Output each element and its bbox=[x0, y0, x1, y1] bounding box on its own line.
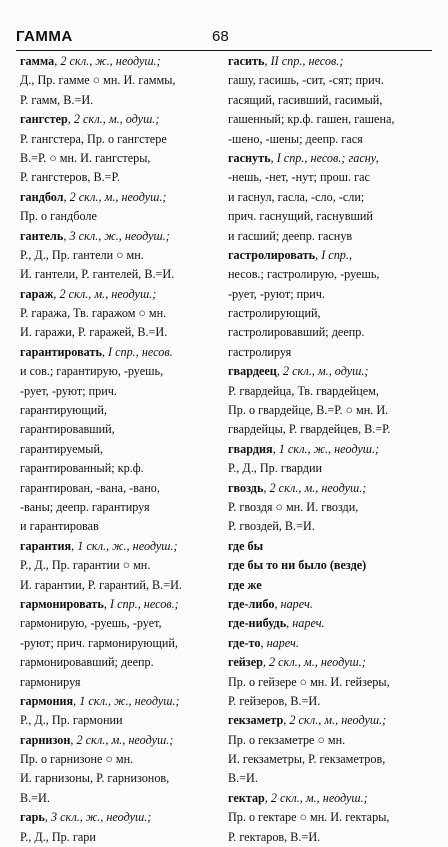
entry-line: гаснуть, I спр., несов.; гасну, bbox=[228, 150, 379, 165]
entry-line: -руют; прич. гармонирующий, bbox=[20, 635, 178, 650]
entry-line: Р. гвоздя ○ мн. И. гвозди, bbox=[228, 499, 359, 514]
entry-line: гектар, 2 скл., м., неодуш.; bbox=[228, 790, 368, 805]
entry-line: гашу, гасишь, -сит, -сят; прич. bbox=[228, 73, 384, 88]
entry-line: Пр. о гандболе bbox=[20, 209, 97, 224]
entry-line: где-либо, нареч. bbox=[228, 596, 313, 611]
entry-line: Д., Пр. гамме ○ мн. И. гаммы, bbox=[20, 73, 176, 88]
entry-line: Р. гангстеров, В.=Р. bbox=[20, 170, 120, 185]
entry-line: гарь, 3 скл., ж., неодуш.; bbox=[20, 810, 152, 825]
entry-line: -нешь, -нет, -нут; прош. гас bbox=[228, 170, 370, 185]
entry-line: гашенный; кр.ф. гашен, гашена, bbox=[228, 112, 395, 127]
entry-line: Р. гвоздей, В.=И. bbox=[228, 519, 315, 534]
entry-line: гарантирующий, bbox=[20, 403, 107, 418]
entry-line: В.=Р. ○ мн. И. гангстеры, bbox=[20, 150, 151, 165]
entry-line: Р. гаража, Тв. гаражом ○ мн. bbox=[20, 306, 167, 321]
entry-line: И. гарантии, Р. гарантий, В.=И. bbox=[20, 577, 182, 592]
left-column bbox=[20, 52, 218, 847]
entry-line: несов.; гастролирую, -руешь, bbox=[228, 267, 380, 282]
entry-line: гасящий, гасивший, гасимый, bbox=[228, 92, 383, 107]
entry-line: и сов.; гарантирую, -руешь, bbox=[20, 364, 164, 379]
entry-line: Р. гвардейца, Тв. гвардейцем, bbox=[228, 383, 379, 398]
entry-line: гастролируя bbox=[228, 344, 292, 359]
page-number: 68 bbox=[212, 28, 229, 45]
entry-line: гармонировавший; деепр. bbox=[20, 655, 154, 670]
entry-line: Пр. о гарнизоне ○ мн. bbox=[20, 752, 134, 767]
entry-line: -шено, -шены; деепр. гася bbox=[228, 131, 363, 146]
entry-line: гастролировать, I спр., bbox=[228, 247, 352, 262]
entry-line: где же bbox=[228, 577, 262, 592]
entry-line: Пр. о гейзере ○ мн. И. гейзеры, bbox=[228, 674, 390, 689]
entry-line: и гасший; деепр. гаснув bbox=[228, 228, 353, 243]
entry-line: Пр. о гвардейце, В.=Р. ○ мн. И. bbox=[228, 403, 389, 418]
entry-line: гастролирующий, bbox=[228, 306, 321, 321]
entry-line: где-нибудь, нареч. bbox=[228, 616, 325, 631]
entry-line: Р., Д., Пр. гвардии bbox=[228, 461, 323, 476]
entry-line: и гаснул, гасла, -сло, -сли; bbox=[228, 189, 365, 204]
page-header bbox=[16, 28, 432, 50]
entry-line: гантель, 3 скл., ж., неодуш.; bbox=[20, 228, 170, 243]
entry-line: гармонировать, I спр., несов.; bbox=[20, 596, 179, 611]
entry-line: гараж, 2 скл., м., неодуш.; bbox=[20, 286, 157, 301]
entry-line: гарантирован, -вана, -вано, bbox=[20, 480, 160, 495]
entry-line: гвоздь, 2 скл., м., неодуш.; bbox=[228, 480, 367, 495]
entry-line: И. гарнизоны, Р. гарнизонов, bbox=[20, 771, 170, 786]
entry-line: гарантия, 1 скл., ж., неодуш.; bbox=[20, 538, 178, 553]
entry-line: гвардейцы, Р. гвардейцев, В.=Р. bbox=[228, 422, 391, 437]
entry-line: -рует, -руют; прич. bbox=[20, 383, 117, 398]
entry-line: где бы то ни было (везде) bbox=[228, 558, 367, 573]
entry-line: гармония, 1 скл., ж., неодуш.; bbox=[20, 693, 180, 708]
entry-line: прич. гаснущий, гаснувший bbox=[228, 209, 373, 224]
right-column bbox=[228, 52, 426, 847]
entry-line: и гарантировав bbox=[20, 519, 99, 534]
entry-line: гарантируемый, bbox=[20, 441, 104, 456]
entry-line: И. гантели, Р. гантелей, В.=И. bbox=[20, 267, 175, 282]
entry-line: Р., Д., Пр. гантели ○ мн. bbox=[20, 247, 144, 262]
entry-line: гамма, 2 скл., ж., неодуш.; bbox=[20, 54, 161, 68]
entry-line: И. гекзаметры, Р. гекзаметров, bbox=[228, 752, 386, 767]
entry-line: гарнизон, 2 скл., м., неодуш.; bbox=[20, 732, 174, 747]
entry-line: Р. гангстера, Пр. о гангстере bbox=[20, 131, 167, 146]
entry-line: В.=И. bbox=[20, 790, 50, 805]
entry-line: И. гаражи, Р. гаражей, В.=И. bbox=[20, 325, 168, 340]
entry-line: Р. гамм, В.=И. bbox=[20, 92, 94, 107]
entry-line: -ваны; деепр. гарантируя bbox=[20, 499, 150, 514]
entry-line: гвардия, 1 скл., ж., неодуш.; bbox=[228, 441, 380, 456]
entry-line: Пр. о гектаре ○ мн. И. гектары, bbox=[228, 810, 390, 825]
entry-line: где бы bbox=[228, 538, 264, 553]
entry-line: Р., Д., Пр. гармонии bbox=[20, 713, 123, 728]
entry-line: Р., Д., Пр. гарантии ○ мн. bbox=[20, 558, 151, 573]
entry-line: гармонируя bbox=[20, 674, 81, 689]
running-head-word: ГАММА bbox=[16, 28, 73, 45]
entry-line: гейзер, 2 скл., м., неодуш.; bbox=[228, 655, 366, 670]
entry-line: гандбол, 2 скл., м., неодуш.; bbox=[20, 189, 167, 204]
entry-line: гарантировавший, bbox=[20, 422, 115, 437]
entry-line: гвардеец, 2 скл., м., одуш.; bbox=[228, 364, 369, 379]
entry-line: гасить, II спр., несов.; bbox=[228, 54, 344, 68]
entry-line: гастролировавший; деепр. bbox=[228, 325, 365, 340]
entry-line: Р. гектаров, В.=И. bbox=[228, 829, 321, 844]
entry-line: Пр. о гекзаметре ○ мн. bbox=[228, 732, 346, 747]
entry-line: гангстер, 2 скл., м., одуш.; bbox=[20, 112, 160, 127]
entry-line: -рует, -руют; прич. bbox=[228, 286, 325, 301]
entry-line: Р. гейзеров, В.=И. bbox=[228, 693, 321, 708]
header-rule bbox=[16, 50, 432, 51]
entry-line: гекзаметр, 2 скл., м., неодуш.; bbox=[228, 713, 387, 728]
entry-line: гарантированный; кр.ф. bbox=[20, 461, 144, 476]
entry-line: Р., Д., Пр. гари bbox=[20, 829, 96, 844]
entry-line: где-то, нареч. bbox=[228, 635, 299, 650]
entry-line: гарантировать, I спр., несов. bbox=[20, 344, 173, 359]
entry-line: В.=И. bbox=[228, 771, 258, 786]
entry-line: гармонирую, -руешь, -рует, bbox=[20, 616, 162, 631]
